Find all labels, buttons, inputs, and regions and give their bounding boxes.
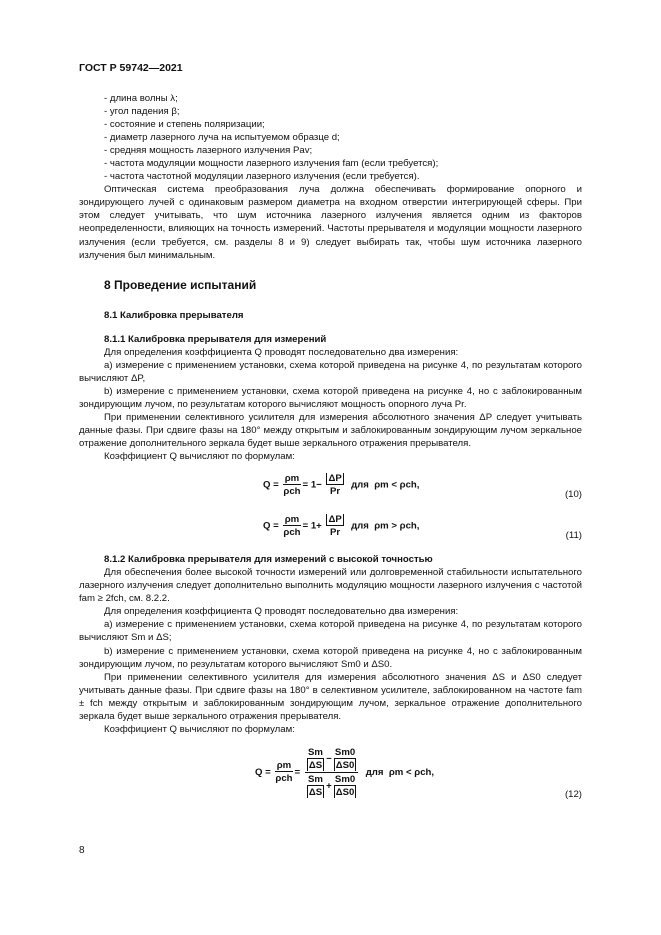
paragraph-formulas-intro: Коэффициент Q вычисляют по формулам: xyxy=(104,723,295,735)
fraction-sm0 xyxy=(334,774,357,798)
numerator: ρm xyxy=(284,514,300,526)
numerator: Sm0 xyxy=(334,773,356,785)
list-item: - длина волны λ; xyxy=(104,93,178,104)
list-item: - частота частотной модуляции лазерного излучения (если требуется). xyxy=(104,171,420,183)
page-body xyxy=(79,92,582,810)
paragraph-optics: Оптическая система преобразования луча должна обеспечивать формирование опорного и зондирующего лучей с одинаковым размером диаметра на входном отверстии интегрирующей сферы. При этом следует учитывать, что шум источника лазерного излучения является одним из факторов неопределенности, влияющих на точность измерений. Частоты прерывателя и модуляции мощности лазерного излучения (если требуется, см. разделы 8 и 9) следует выбирать так, чтобы шум источника лазерного излучения был минимальным. xyxy=(79,184,582,261)
denominator: ρch xyxy=(283,486,301,498)
condition-lhs: ρm xyxy=(374,479,389,491)
page-number: 8 xyxy=(79,845,85,856)
paragraph-phase: При применении селективного усилителя для измерения абсолютного значения ΔS и ΔS0 следует учитывать данные фазы. При сдвиге фазы на 180° в селективном усилителе, заблокированном на частоте fam ± fch между открытым и заблокированным зондирующим лучом, зеркальное отражение дополнительного зеркала будет выше зеркального отражения прерывателя. xyxy=(79,671,582,722)
condition-word: для xyxy=(365,766,384,778)
numerator: ΔP xyxy=(328,473,342,485)
denominator: ΔS xyxy=(308,786,323,798)
condition-lhs: ρm xyxy=(388,766,404,778)
numerator: Sm0 xyxy=(334,746,356,758)
fraction-sm0 xyxy=(334,747,357,771)
operator: − xyxy=(316,479,322,491)
condition-relation: < xyxy=(391,479,397,491)
numerator: ρm xyxy=(284,473,300,485)
operator: + xyxy=(326,780,332,792)
punctuation: , xyxy=(416,520,420,532)
condition-word: для xyxy=(351,520,369,532)
operator: − xyxy=(326,753,332,765)
condition-relation: > xyxy=(391,520,397,532)
paragraph-intro: Для определения коэффициента Q проводят последовательно два измерения: xyxy=(104,346,459,358)
equation-12 xyxy=(79,744,582,804)
paragraph-phase: При применении селективного усилителя для измерения абсолютного значения ΔP следует учитывать данные фазы. При сдвиге фазы на 180° между открытым и заблокированным зондирующим лучом зеркальное отражение дополнительного зеркала будет выше зеркального отражения прерывателя. xyxy=(79,411,582,450)
equation-number: (10) xyxy=(564,489,582,501)
section-heading-8-1-1: 8.1.1 Калибровка прерывателя для измерений xyxy=(104,333,327,345)
formula-12: Q = $\frac{\rho m}{\text{ρch}}$ = $\frac{Sm}{\Delta S}$ − $\frac{Sm0}{\Delta S0}$ $\frac{Sm}{\Delta S}$ + $\frac{Sm0}{\Delta S0}$ для ρm < ρch, xyxy=(255,746,435,798)
paragraph-accuracy: Для обеспечения более высокой точности измерений или долговременной стабильности испытательного лазерного излучения следует дополнительно выполнить модуляцию мощности лазерного излучения с частотой fam ≥ 2fch, см. 8.2.2. xyxy=(79,567,582,605)
fraction-rho xyxy=(283,473,300,497)
paragraph-item-b: b) измерение с применением установки, схема которой приведена на рисунке 4, но с заблокированным зондирующим лучом, по результатам которого вычисляют Sm0 и ΔS0. xyxy=(79,645,582,670)
fraction-sm xyxy=(307,747,324,771)
paragraph-item-a: а) измерение с применением установки, схема которой приведена на рисунке 4, по результатам которого вычисляют ΔP, xyxy=(79,359,582,384)
paragraph-formulas-intro: Коэффициент Q вычисляют по формулам: xyxy=(104,451,295,463)
denominator: ΔS0 xyxy=(335,759,355,771)
denominator: ΔS xyxy=(308,759,323,771)
term-one: 1 xyxy=(310,479,317,491)
equation-11 xyxy=(79,512,582,545)
paragraph-item-a: а) измерение с применением установки, схема которой приведена на рисунке 4, по результатам которого вычисляют Sm и ΔS; xyxy=(79,619,582,644)
numerator: ΔP xyxy=(328,514,342,526)
condition-relation: < xyxy=(406,766,412,778)
denominator: ρch xyxy=(283,527,301,539)
punctuation: , xyxy=(416,479,420,491)
paragraph-intro: Для определения коэффициента Q проводят последовательно два измерения: xyxy=(104,606,459,618)
fraction-rho xyxy=(283,514,300,538)
operator: + xyxy=(316,520,322,532)
section-heading-8: 8 Проведение испытаний xyxy=(104,277,257,292)
denominator: Pr xyxy=(326,484,343,497)
big-numerator xyxy=(305,746,359,772)
list-item: - средняя мощность лазерного излучения Pav; xyxy=(104,145,313,157)
fraction-signal xyxy=(305,746,359,799)
condition-word: для xyxy=(351,479,369,491)
section-heading-8-1: 8.1 Калибровка прерывателя xyxy=(104,309,244,321)
list-item: - частота модуляции мощности лазерного излучения fam (если требуется); xyxy=(104,158,439,170)
punctuation: , xyxy=(431,766,435,778)
section-heading-8-1-2: 8.1.2 Калибровка прерывателя для измерений с высокой точностью xyxy=(104,554,433,566)
condition-rhs: ρch xyxy=(399,479,417,491)
fraction-sm xyxy=(307,774,324,798)
formula-11: Q = $\frac{\rho m}{\text{ρch}}$ = 1+ $\frac{\Delta P}{Pr}$ для ρm > ρch, xyxy=(263,514,420,539)
numerator: Sm xyxy=(308,773,323,785)
denominator: Pr xyxy=(326,525,343,538)
numerator: ρm xyxy=(276,760,292,772)
fraction-dp xyxy=(326,473,343,497)
fraction-dp xyxy=(326,514,343,538)
equation-10 xyxy=(79,471,582,504)
formula-lhs: Q xyxy=(263,520,271,532)
condition-rhs: ρch xyxy=(399,520,417,532)
denominator: ΔS0 xyxy=(335,786,355,798)
formula-lhs: Q xyxy=(263,479,271,491)
list-item: - угол падения β; xyxy=(104,106,180,118)
term-one: 1 xyxy=(310,520,317,532)
formula-lhs: Q xyxy=(255,766,263,778)
document-header: ГОСТ Р 59742—2021 xyxy=(79,62,183,74)
condition-rhs: ρch xyxy=(414,766,432,778)
equation-number: (12) xyxy=(564,788,582,800)
condition-lhs: ρm xyxy=(374,520,389,532)
big-denominator xyxy=(305,772,359,799)
numerator: Sm xyxy=(308,746,323,758)
formula-10: Q = $\frac{\rho m}{\text{ρch}}$ = 1− $\frac{\Delta P}{Pr}$ для ρm < ρch, xyxy=(263,473,420,498)
paragraph-item-b: b) измерение с применением установки, схема которой приведена на рисунке 4, но с заблокированным зондирующим лучом, по результатам которого вычисляют мощность опорного луча Pr. xyxy=(79,385,582,410)
denominator: ρch xyxy=(275,773,293,785)
list-item: - состояние и степень поляризации; xyxy=(104,119,265,131)
equation-number: (11) xyxy=(565,530,582,542)
list-item: - диаметр лазерного луча на испытуемом образце d; xyxy=(104,132,340,144)
fraction-rho xyxy=(275,760,292,784)
